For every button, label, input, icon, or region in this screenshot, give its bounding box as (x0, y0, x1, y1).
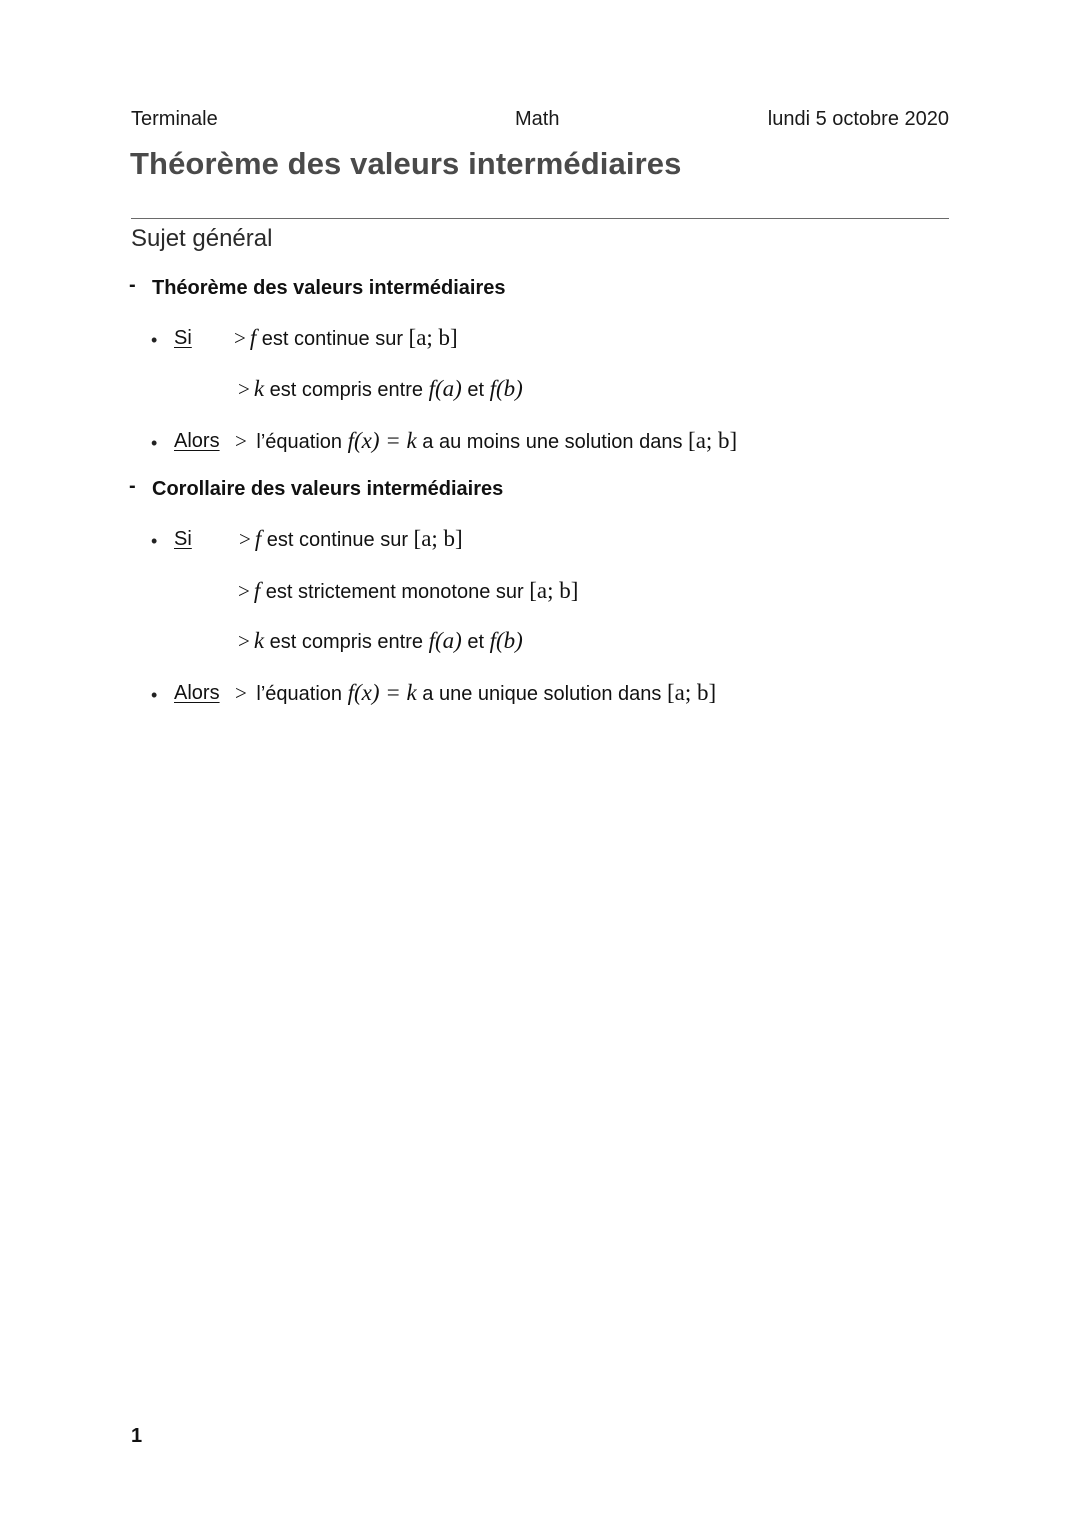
condition-line: > f est strictement monotone sur [a; b] (238, 578, 579, 603)
alors-label: Alors (174, 430, 220, 452)
section-marker: - (129, 274, 136, 296)
bullet-dot: • (151, 433, 158, 453)
bullet-dot: • (151, 330, 158, 350)
section-title-corollary: Corollaire des valeurs intermédiaires (152, 478, 504, 500)
alors-label: Alors (174, 682, 220, 704)
condition-line: > f est continue sur [a; b] (239, 526, 463, 551)
condition-line: > k est compris entre f(a) et f(b) (238, 628, 523, 653)
bullet-dot: • (151, 531, 158, 551)
header-date: lundi 5 octobre 2020 (767, 108, 949, 130)
page-title: Théorème des valeurs intermédiaires (130, 146, 682, 181)
page-number: 1 (131, 1425, 143, 1447)
conclusion-line: > l’équation f(x) = k a une unique solution dans [a; b] (235, 680, 717, 705)
header-level: Terminale (131, 108, 218, 130)
bullet-dot: • (151, 685, 158, 705)
section-title-theorem: Théorème des valeurs intermédiaires (152, 277, 506, 299)
subject-heading: Sujet général (131, 225, 273, 252)
condition-line: > k est compris entre f(a) et f(b) (238, 376, 523, 401)
si-label: Si (174, 528, 192, 550)
section-marker: - (129, 475, 136, 497)
header-subject: Math (515, 108, 560, 130)
si-label: Si (174, 327, 192, 349)
title-divider (131, 218, 949, 219)
conclusion-line: > l’équation f(x) = k a au moins une solution dans [a; b] (235, 428, 738, 453)
condition-line: > f est continue sur [a; b] (234, 325, 458, 350)
